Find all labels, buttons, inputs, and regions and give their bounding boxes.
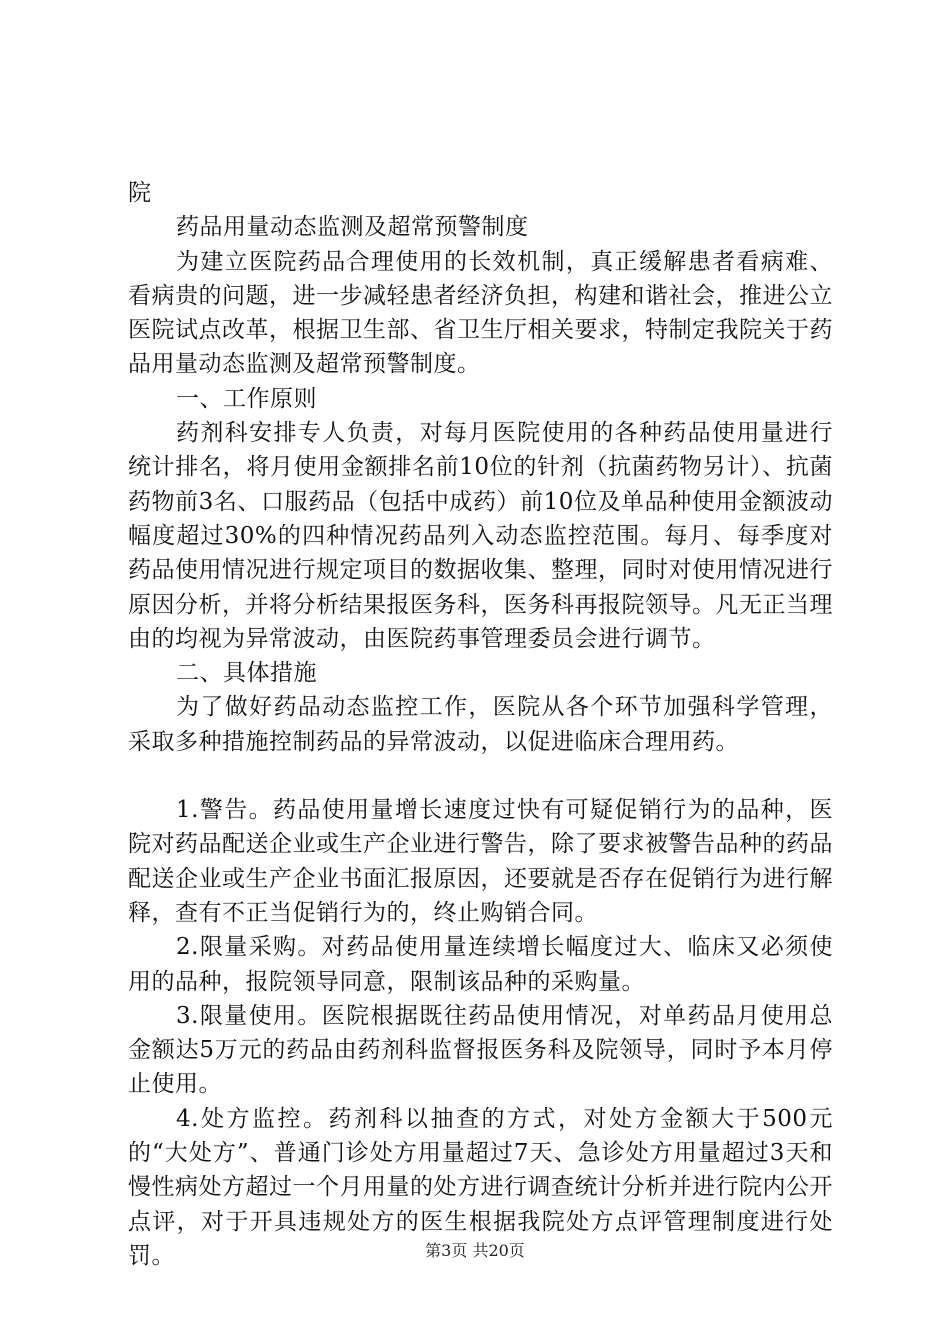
- measure-item-3: 3.限量使用。医院根据既往药品使用情况，对单药品月使用总金额达5万元的药品由药剂科监督报医务科及院领导，同时予本月停止使用。: [128, 1002, 833, 1098]
- section-2-heading: 二、具体措施: [176, 660, 317, 687]
- document-title: 药品用量动态监测及超常预警制度: [176, 214, 529, 241]
- section-2-body: 为了做好药品动态监控工作，医院从各个环节加强科学管理，采取多种措施控制药品的异常波动，以促进临床合理用药。: [128, 694, 833, 755]
- document-body: [128, 176, 833, 1273]
- leading-fragment: 院: [128, 180, 152, 206]
- section-1-body: 药剂科安排专人负责，对每月医院使用的各种药品使用量进行统计排名，将月使用金额排名前10位的针剂（抗菌药物另计）、抗菌药物前3名、口服药品（包括中成药）前10位及单品种使用金额波动幅度超过30%的四种情况药品列入动态监控范围。每月、每季度对药品使用情况进行规定项目的数据收集、整理，同时对使用情况进行原因分析，并将分析结果报医务科，医务科再报院领导。凡无正当理由的均视为异常波动，由医院药事管理委员会进行调节。: [128, 420, 833, 652]
- measure-item-2: 2.限量采购。对药品使用量连续增长幅度过大、临床又必须使用的品种，报院领导同意，限制该品种的采购量。: [128, 934, 833, 995]
- measure-item-1: 1.警告。药品使用量增长速度过快有可疑促销行为的品种，医院对药品配送企业或生产企业进行警告，除了要求被警告品种的药品配送企业或生产企业书面汇报原因，还要就是否存在促销行为进行解释，查有不正当促销行为的，终止购销合同。: [128, 797, 833, 926]
- measure-item-4: 4.处方监控。药剂科以抽查的方式，对处方金额大于500元的“大处方”、普通门诊处方用量超过7天、急诊处方用量超过3天和慢性病处方超过一个月用量的处方进行调查统计分析并进行院内公开点评，对于开具违规处方的医生根据我院处方点评管理制度进行处罚。: [128, 1105, 833, 1269]
- page-number-footer: 第3页 共20页: [425, 1241, 525, 1260]
- section-1-heading: 一、工作原则: [176, 385, 317, 412]
- intro-paragraph: 为建立医院药品合理使用的长效机制，真正缓解患者看病难、看病贵的问题，进一步减轻患者经济负担，构建和谐社会，推进公立医院试点改革，根据卫生部、省卫生厅相关要求，特制定我院关于药品用量动态监测及超常预警制度。: [128, 248, 833, 378]
